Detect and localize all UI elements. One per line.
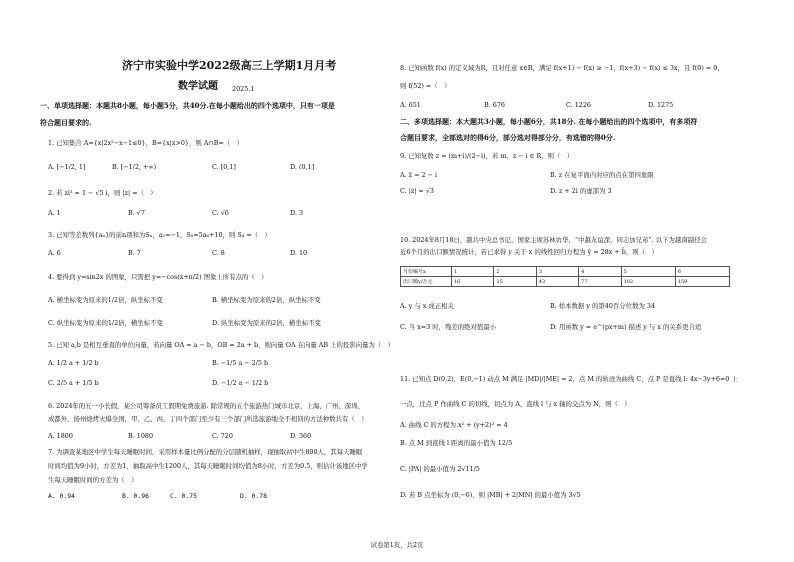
page-footer: 试卷第1页，共2页: [370, 541, 424, 549]
table-cell: 2: [494, 267, 536, 277]
section1-heading: 一、单项选择题：本题共8小题，每小题5分，共40分.在每小题给出的四个选项中，只有一项是: [40, 101, 335, 110]
question-8: 8. 已知函数 f(x) 的定义域为R，且对任意 x∈R，满足 f(x+1) − f(x) ≥ −1，f(x+3) − f(x) ≤ 3x，且 f(0) = 0，: [400, 64, 724, 72]
q10-option-c: C. 当 x=3 时，残差的绝对值最小: [400, 323, 497, 331]
question-8-cont: 则 f(52) =（ ）: [400, 82, 451, 90]
q7-option-a: A. 0.94: [48, 492, 75, 500]
q8-option-b: B. 676: [484, 101, 505, 109]
table-cell: 4: [579, 267, 621, 277]
table-cell: 102: [621, 277, 675, 287]
table-cell: 月份编号x: [401, 267, 452, 277]
question-1: 1. 已知集合 A={x|2x²−x−1≤0}，B={x|x>0}，则 A∩B=（ ）: [48, 139, 243, 147]
q7-option-b: B. 0.96: [122, 492, 149, 500]
table-row: [401, 267, 730, 277]
question-9: 9. 已知复数 z = (m+i)/(2−i)，若 m、z − i ∈ R，则（ ）: [400, 152, 574, 160]
question-10: 10. 2024年8月18日，越共中央总书记，国家主席苏林访华，“中越友谊深，同志加兄弟”. 以下为越南副径会: [400, 236, 707, 244]
table-cell: 5: [621, 267, 675, 277]
exam-subtitle: 数学试题: [178, 81, 218, 92]
q9-option-a: A. z̄ = 2 − i: [400, 171, 437, 179]
q11-option-a: A. 曲线 C 的方程为 x² + (y+2)² = 4: [400, 421, 508, 429]
table-cell: 77: [579, 277, 621, 287]
q4-option-b: B. 横坐标变为原来的2倍，纵坐标不变: [212, 296, 321, 304]
question-2: 2. 若 zi³ = 1 − √5 i，则 |z| =（ ）: [48, 189, 157, 197]
q3-option-b: B. 7: [128, 249, 141, 257]
question-3: 3. 已知等差数列{aₙ}的前n项和为Sₙ，a₁=−1，S₅=5a₆+10，则 S₄ =（ ）: [48, 231, 271, 239]
q1-option-d: D. (0,1]: [290, 163, 315, 171]
table-cell: 16: [452, 277, 494, 287]
q3-option-a: A. 6: [48, 249, 61, 257]
q9-option-c: C. |z| = √3: [400, 187, 434, 195]
question-7-cont: 时间均值为9小时，方差为1，抽取高中生1200人，其每天睡眠时间均值为8小时，方差为0.5，则估计该地区中学: [48, 462, 368, 470]
q2-option-d: D. 3: [290, 209, 304, 217]
q5-option-a: A. 1/2 a + 1/2 b: [48, 359, 99, 367]
question-6-cont: 成都外，扬州烧烤火爆全国，甲、乙、丙、丁四个部门至少有三个部门所选旅游地全不相同的方法种数共有（ ）: [48, 415, 368, 423]
question-10-cont: 近6个月的出口额情况统计，若已求得 y 关于 x 的线性回归方程为 ŷ = 28x + b̂，则（ ）: [400, 248, 658, 256]
question-11: 11. 已知点 D(0,2)，E(0,−1) 动点 M 满足 |MD|/|ME| = 2，点 M 的轨迹为曲线 C，点 P 是直线 l: 4x−3y+6=0 上: [400, 375, 738, 383]
exam-title: 济宁市实验中学2022级高三上学期1月月考: [122, 59, 337, 72]
q5-option-c: C. 2/5 a + 1/5 b: [48, 379, 99, 387]
section2-heading: 二、多项选择题：本大题共3小题，每小题6分，共18分. 在每小题给出的四个选项中，有多项符: [400, 117, 698, 126]
q11-option-c: C. |PA| 的最小值为 2√11/5: [400, 465, 480, 473]
table-cell: 159: [675, 277, 729, 287]
q7-option-c: C. 0.75: [170, 492, 197, 500]
q7-option-d: D. 0.78: [240, 492, 267, 500]
q2-option-a: A. 1: [48, 209, 61, 217]
table-cell: 出口额y/万元: [401, 277, 452, 287]
q4-option-d: D. 纵坐标变为原来的2倍，横坐标不变: [212, 319, 321, 327]
question-7-cont2: 生每天睡眠时间的方差为（ ）: [48, 476, 138, 484]
table-row: [401, 277, 730, 287]
question-6: 6. 2024年的五一小长假，某公司筹备员工假期免费旅游. 除常规的五个旅游热门城市北京、上海、广州、深圳、: [48, 402, 365, 410]
table-cell: 3: [536, 267, 578, 277]
q8-option-a: A. 651: [400, 101, 421, 109]
q2-option-c: C. √6: [212, 209, 229, 217]
question-7: 7. 为调查某地区中学生每天睡眠时间，采用样本量比例分配的分层随机抽样，现抽取初中生800人，其每天睡眠: [48, 448, 363, 456]
section1-heading-cont: 符合题目要求的.: [40, 118, 92, 127]
table-cell: 1: [452, 267, 494, 277]
q10-option-a: A. y 与 x 成正相关: [400, 302, 454, 310]
q3-option-d: D. 10: [290, 249, 308, 257]
q6-option-d: D. 360: [290, 432, 312, 440]
q1-option-a: A. [−1/2, 1]: [48, 163, 86, 171]
q5-option-b: B. −1/5 a − 2/5 b: [212, 359, 269, 367]
q9-option-d: D. z + 2i 的虚部为 3: [550, 187, 612, 195]
table-cell: 25: [494, 277, 536, 287]
q1-option-c: C. [0,1]: [212, 163, 236, 171]
table-cell: 6: [675, 267, 729, 277]
q10-option-d: D. 用函数 y = e^(px+m) 描述 y 与 x 的关系更合适: [550, 323, 702, 331]
q10-option-b: B. 样本数据 y 的第40百分位数为 34: [550, 302, 656, 310]
question-11-cont: 一点，过点 P 作曲线 C 的切线，切点为 A，直线 l 与 x 轴的交点为 N，则（ ）: [400, 400, 631, 408]
q4-option-c: C. 纵坐标变为原来的1/2倍，横坐标不变: [48, 319, 163, 327]
question-4: 4. 要得到 y=sin2x 的图象，只需把 y=−cos(x+π/2) 图象上所有点的（ ）: [48, 273, 268, 281]
q9-option-b: B. z 在复平面内对应的点在第四象限: [550, 171, 654, 179]
export-data-table: [400, 266, 730, 287]
question-5: 5. 已知 a,b 是相互垂直的单位向量，若向量 OA = a − b，OB = 2a + b，则向量 OA 在向量 AB 上的投影向量为（ ）: [48, 341, 395, 349]
q1-option-b: B. [−1/2, +∞): [112, 163, 157, 171]
q8-option-d: D. 1275: [648, 101, 674, 109]
q6-option-c: C. 720: [212, 432, 233, 440]
table-cell: 43: [536, 277, 578, 287]
q5-option-d: D. −1/2 a − 1/2 b: [212, 379, 269, 387]
q11-option-d: D. 若 B 点坐标为 (0,−6)，则 |MB| + 2|MN| 的最小值为 3√5: [400, 491, 581, 499]
q3-option-c: C. 8: [212, 249, 225, 257]
q11-option-b: B. 点 M 到直线 l 距离的最小值为 12/5: [400, 439, 513, 447]
q4-option-a: A. 横坐标变为原来的1/2倍，纵坐标不变: [48, 296, 163, 304]
q2-option-b: B. √7: [128, 209, 145, 217]
q6-option-a: A. 1800: [48, 432, 73, 440]
q8-option-c: C. 1226: [566, 101, 591, 109]
exam-date: 2025.1: [232, 85, 255, 93]
section2-heading-cont: 合题目要求，全部选对的得6分，部分选对得部分分，有选错的得0分.: [400, 133, 616, 142]
q6-option-b: B. 1080: [128, 432, 154, 440]
